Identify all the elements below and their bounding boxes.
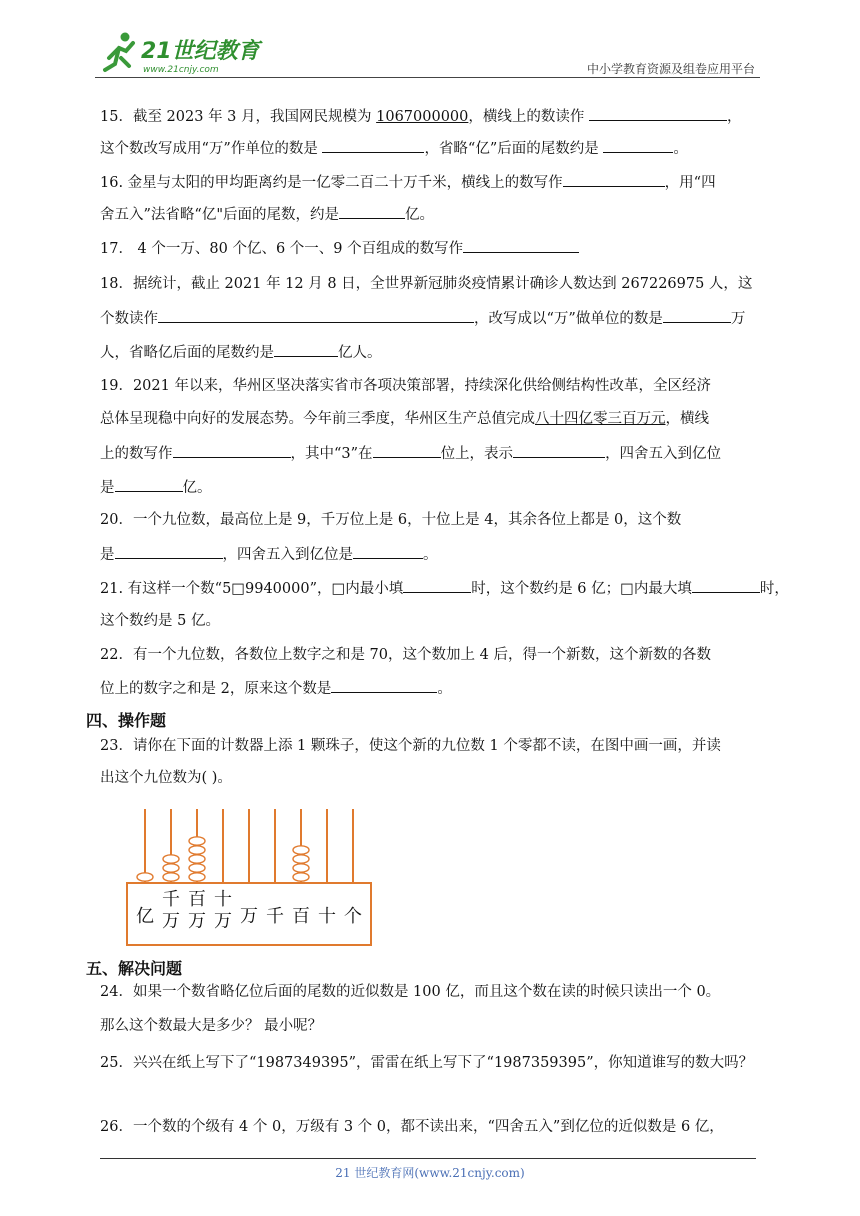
q21-line2: 这个数约是 5 亿。 xyxy=(100,613,220,629)
q20-blank-approx[interactable] xyxy=(353,544,423,559)
footer-text: 21 世纪教育网(www.21cnjy.com) xyxy=(335,1166,525,1180)
q15-line2: 这个数改写成用“万”作单位的数是 ，省略“亿”后面的尾数约是 。 xyxy=(100,138,688,159)
q16-blank-write[interactable] xyxy=(563,172,665,187)
q19-line4: 是 亿。 xyxy=(100,477,212,498)
q19-blank-write[interactable] xyxy=(173,443,291,458)
q19-line3: 上的数写作 ，其中“3”在 位上，表示 ，四舍五入到亿位 xyxy=(100,443,721,464)
q19-blank-mean[interactable] xyxy=(513,443,605,458)
q19-underlined-value: 八十四亿零三百万元 xyxy=(535,411,666,427)
abacus-bead[interactable] xyxy=(293,864,309,872)
q24-line2: 那么这个数最大是多少？ 最小呢？ xyxy=(100,1018,323,1034)
abacus-label-3: 十 xyxy=(214,889,232,910)
q17-blank[interactable] xyxy=(463,238,579,253)
q22-blank[interactable] xyxy=(331,678,437,693)
abacus-label-2: 百 xyxy=(188,889,206,910)
q21-line1: 21. 有这样一个数“5□9940000”，□内最小填 时，这个数约是 6 亿；□内最大填 时， xyxy=(100,578,789,599)
footer-divider xyxy=(100,1158,756,1159)
abacus-bead[interactable] xyxy=(137,873,153,881)
page-header xyxy=(95,28,760,82)
q15-line1: 15．截至 2023 年 3 月，我国网民规模为 1067000000，横线上的数读作 ， xyxy=(100,106,742,127)
abacus-bead[interactable] xyxy=(189,837,205,845)
q19-line2: 总体呈现稳中向好的发展态势。今年前三季度，华州区生产总值完成八十四亿零三百万元，横线 xyxy=(100,411,709,427)
q23-line2: 出这个九位数为( )。 xyxy=(100,770,232,786)
platform-name: 中小学教育资源及组卷应用平台 xyxy=(586,62,755,76)
q22-line2: 位上的数字之和是 2，原来这个数是 。 xyxy=(100,678,452,699)
runner-icon xyxy=(105,33,133,71)
q18-line2: 个数读作 ，改写成以“万”做单位的数是 万 xyxy=(100,308,745,329)
abacus-bead[interactable] xyxy=(163,864,179,872)
q21-blank-max[interactable] xyxy=(692,578,760,593)
q18-blank-wan[interactable] xyxy=(663,308,731,323)
q18-blank-yi[interactable] xyxy=(274,342,338,357)
abacus-bead[interactable] xyxy=(189,846,205,854)
q25-line1: 25．兴兴在纸上写下了“1987349395”，雷雷在纸上写下了“1987359395”，你知道谁写的数大吗？ xyxy=(100,1055,754,1071)
abacus-label-8: 个 xyxy=(344,906,362,927)
abacus-label-0: 亿 xyxy=(136,906,154,927)
q18-line3: 人，省略亿后面的尾数约是 亿人。 xyxy=(100,342,382,363)
q19-blank-approx[interactable] xyxy=(115,477,183,492)
abacus-bead[interactable] xyxy=(163,873,179,881)
abacus-bead[interactable] xyxy=(189,864,205,872)
header-divider xyxy=(95,77,760,78)
abacus-label-2: 万 xyxy=(188,911,206,932)
abacus-bead[interactable] xyxy=(189,873,205,881)
logo xyxy=(95,28,265,78)
q17-line1: 17． 4 个一万、80 个亿、6 个一、9 个百组成的数写作 xyxy=(100,238,579,259)
q15-number: 1067000000 xyxy=(376,109,469,125)
logo-text: 21世纪教育 xyxy=(141,39,260,64)
abacus-bead[interactable] xyxy=(293,846,309,854)
abacus-label-4: 万 xyxy=(240,906,258,927)
abacus-bead[interactable] xyxy=(293,873,309,881)
q20-blank-number[interactable] xyxy=(115,544,223,559)
section-heading-operation: 四、操作题 xyxy=(86,711,167,730)
abacus-label-1: 万 xyxy=(162,911,180,932)
q18-line1: 18．据统计，截止 2021 年 12 月 8 日，全世界新冠肺炎疫情累计确诊人数达到 267226975 人，这 xyxy=(100,276,753,292)
q20-line1: 20．一个九位数，最高位上是 9，千万位上是 6，十位上是 4，其余各位上都是 0，这个数 xyxy=(100,512,682,528)
q19-line1: 19．2021 年以来，华州区坚决落实省市各项决策部署，持续深化供给侧结构性改革，全区经济 xyxy=(100,378,711,394)
abacus-bead[interactable] xyxy=(293,855,309,863)
q15-blank-read[interactable] xyxy=(589,106,727,121)
logo-url: www.21cnjy.com xyxy=(143,65,219,75)
abacus-figure[interactable] xyxy=(125,807,373,947)
q21-blank-min[interactable] xyxy=(403,578,471,593)
abacus-label-6: 百 xyxy=(292,906,310,927)
q20-line2: 是 ，四舍五入到亿位是 。 xyxy=(100,544,438,565)
abacus-label-3: 万 xyxy=(214,911,232,932)
abacus-bead[interactable] xyxy=(189,855,205,863)
abacus-label-7: 十 xyxy=(318,906,336,927)
q16-line2: 舍五入”法省略“亿"后面的尾数，约是 亿。 xyxy=(100,204,434,225)
q19-blank-place[interactable] xyxy=(373,443,441,458)
q16-line1: 16. 金星与太阳的甲均距离约是一亿零二百二十万千米，横线上的数写作 ，用“四 xyxy=(100,172,716,193)
q16-blank-approx[interactable] xyxy=(339,204,405,219)
abacus-label-5: 千 xyxy=(266,906,284,927)
abacus-bead[interactable] xyxy=(163,855,179,863)
q22-line1: 22．有一个九位数，各数位上数字之和是 70，这个数加上 4 后，得一个新数，这个新数的各数 xyxy=(100,647,711,663)
section-heading-problems: 五、解决问题 xyxy=(86,959,183,978)
q15-blank-wan[interactable] xyxy=(322,138,424,153)
q26-line1: 26．一个数的个级有 4 个 0，万级有 3 个 0，都不读出来，“四舍五入”到亿位的近似数是 6 亿， xyxy=(100,1119,724,1135)
q23-line1: 23．请你在下面的计数器上添 1 颗珠子，使这个新的九位数 1 个零都不读，在图中画一画，并读 xyxy=(100,738,721,754)
abacus-label-1: 千 xyxy=(162,889,180,910)
q18-blank-read[interactable] xyxy=(158,308,474,323)
q24-line1: 24．如果一个数省略亿位后面的尾数的近似数是 100 亿，而且这个数在读的时候只读出一个 0。 xyxy=(100,984,721,1000)
q15-blank-yi[interactable] xyxy=(603,138,673,153)
